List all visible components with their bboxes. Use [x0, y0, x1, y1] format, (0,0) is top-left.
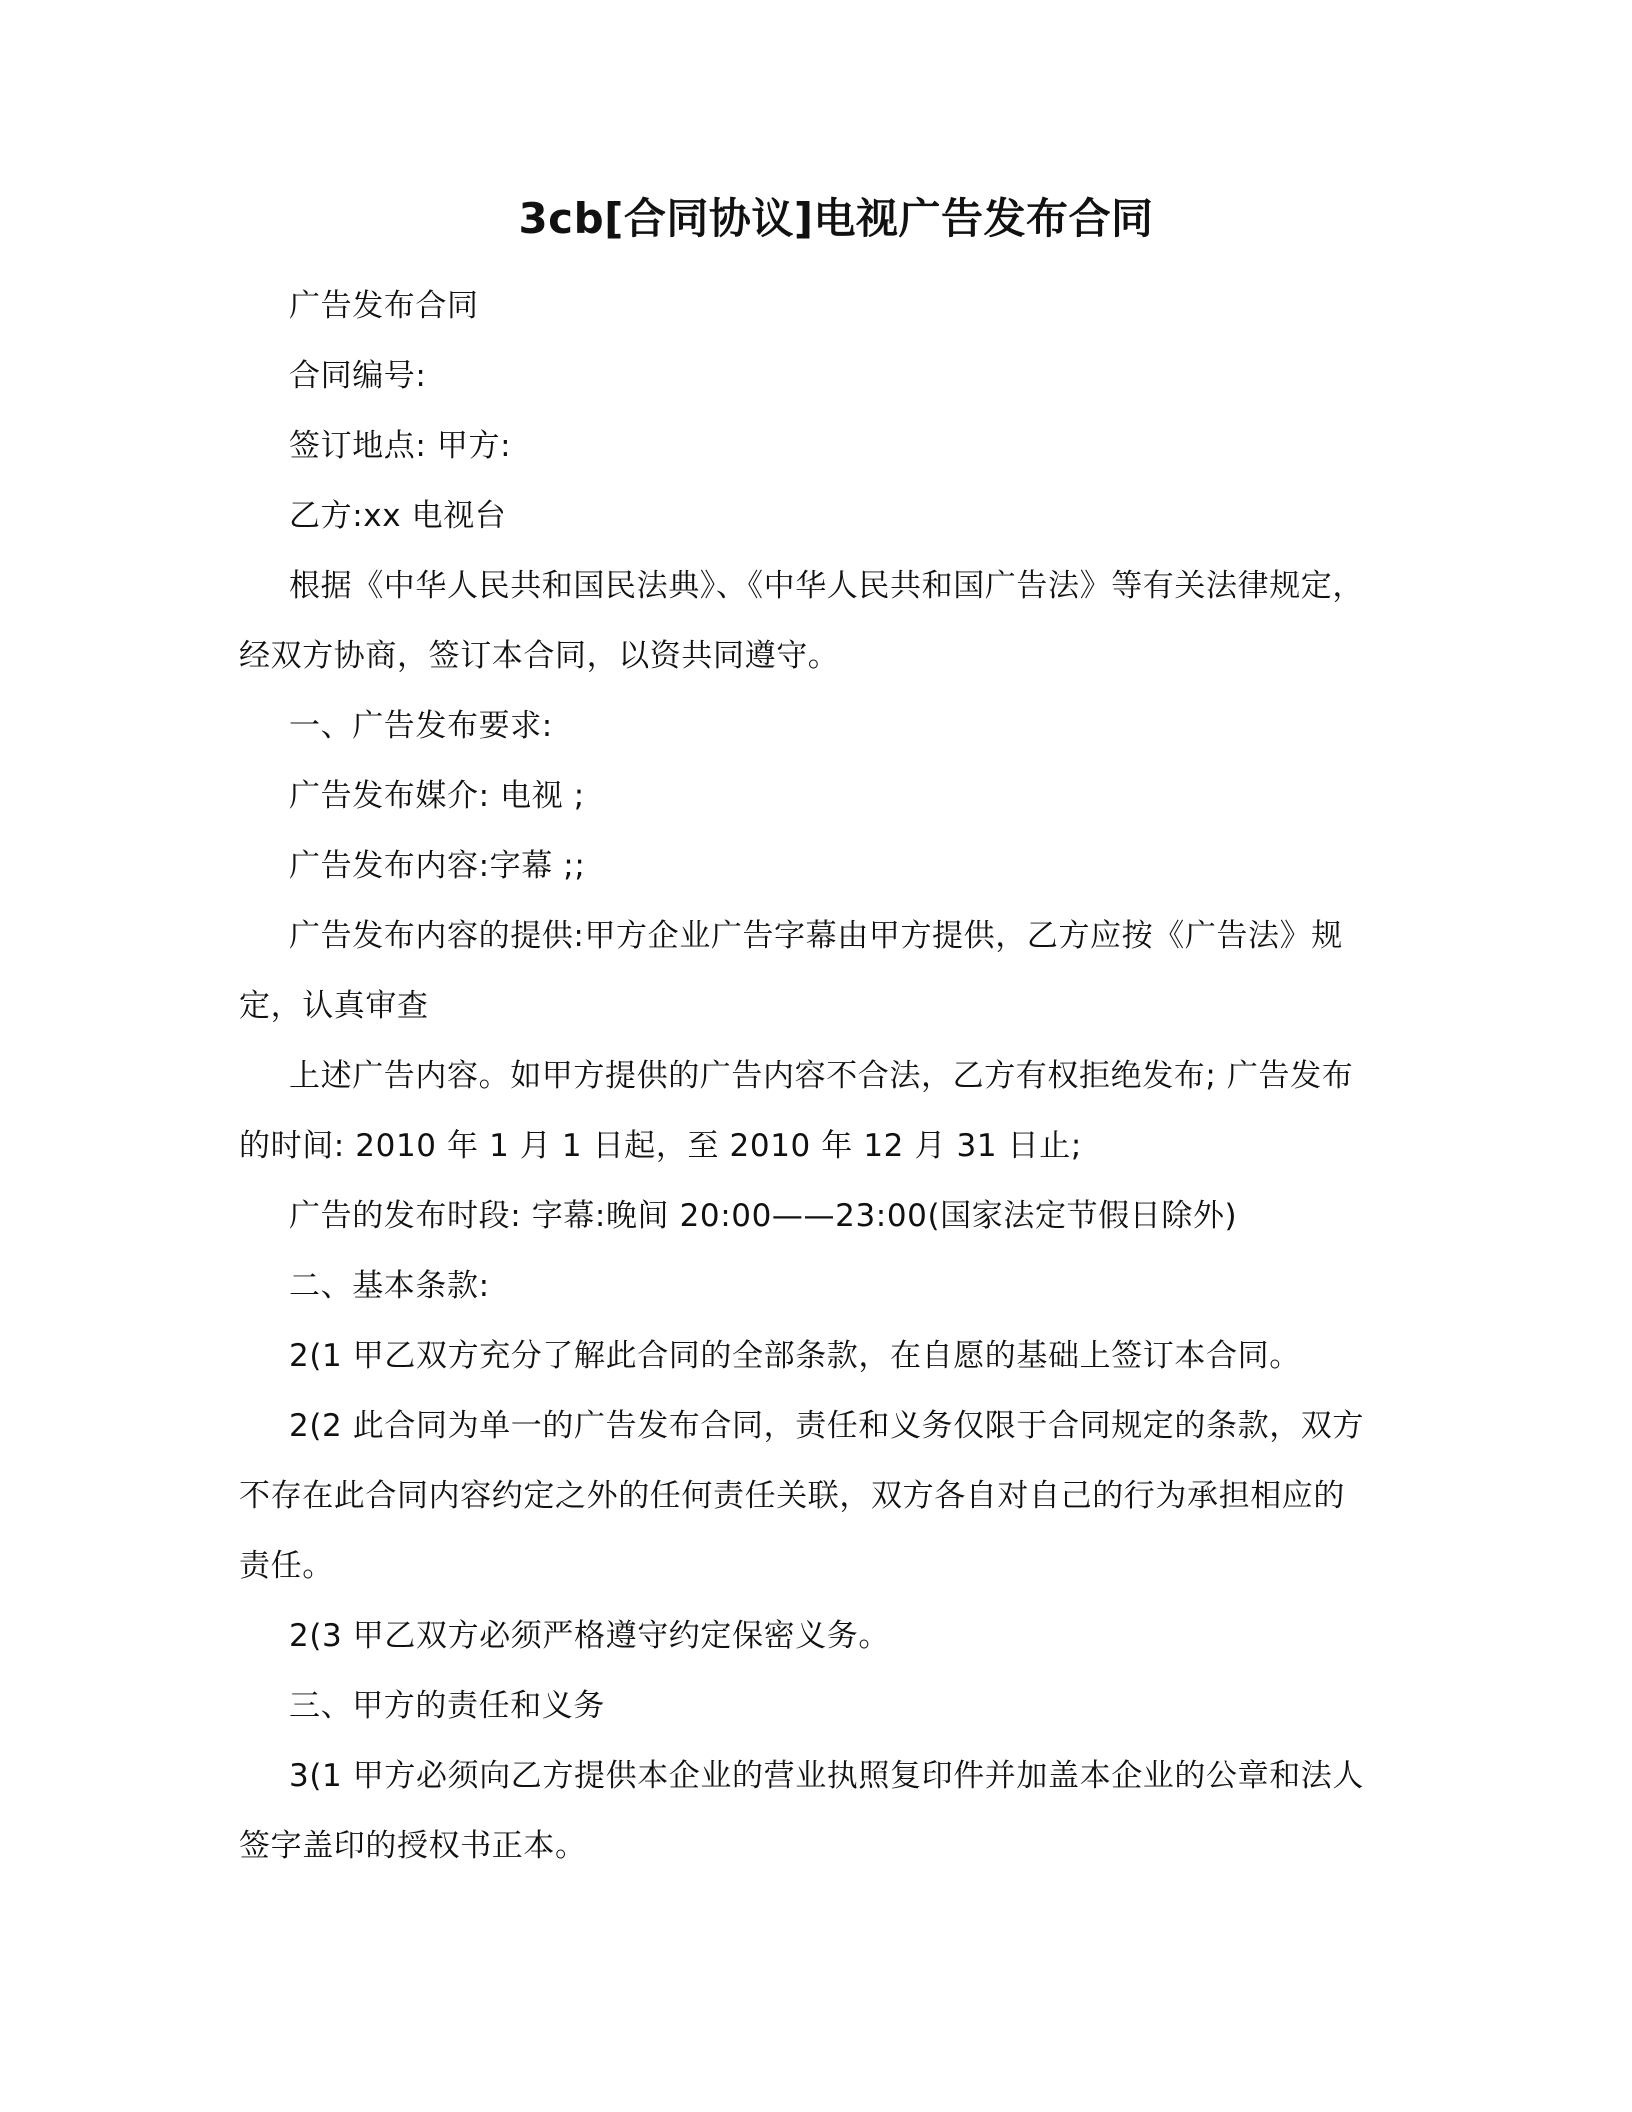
clause-3-1: 3(1 甲方必须向乙方提供本企业的营业执照复印件并加盖本企业的公章和法人签字盖印的授权书正本。 — [239, 1758, 1364, 1864]
section-heading-2: 二、基本条款: — [289, 1268, 490, 1304]
paragraph-heading-contract: 广告发布合同 — [289, 288, 479, 324]
paragraph-ad-media: 广告发布媒介: 电视 ; — [289, 778, 585, 814]
paragraph-legal-basis: 根据《中华人民共和国民法典》、《中华人民共和国广告法》等有关法律规定，经双方协商，签订本合同，以资共同遵守。 — [239, 568, 1364, 674]
document-title: 3cb[合同协议]电视广告发布合同 — [518, 194, 1154, 243]
clause-2-2: 2(2 此合同为单一的广告发布合同，责任和义务仅限于合同规定的条款，双方不存在此合同内容约定之外的任何责任关联，双方各自对自己的行为承担相应的责任。 — [239, 1408, 1364, 1584]
document-body — [239, 271, 1374, 1881]
section-heading-3: 三、甲方的责任和义务 — [289, 1688, 605, 1724]
paragraph-ad-timeslot: 广告的发布时段: 字幕:晚间 20:00——23:00(国家法定节假日除外) — [289, 1198, 1238, 1234]
clause-2-3: 2(3 甲乙双方必须严格遵守约定保密义务。 — [289, 1618, 890, 1654]
paragraph-signing-place: 签订地点: 甲方: — [289, 428, 512, 464]
section-heading-1: 一、广告发布要求: — [289, 708, 553, 744]
paragraph-ad-provision: 广告发布内容的提供:甲方企业广告字幕由甲方提供，乙方应按《广告法》规定，认真审查 — [239, 918, 1343, 1024]
clause-2-1: 2(1 甲乙双方充分了解此合同的全部条款，在自愿的基础上签订本合同。 — [289, 1338, 1301, 1374]
paragraph-party-b: 乙方:xx 电视台 — [289, 498, 507, 534]
paragraph-ad-content: 广告发布内容:字幕 ;; — [289, 848, 586, 884]
paragraph-contract-number: 合同编号: — [289, 358, 427, 394]
paragraph-ad-review: 上述广告内容。如甲方提供的广告内容不合法，乙方有权拒绝发布; 广告发布的时间: 2010 年 1 月 1 日起，至 2010 年 12 月 31 日止; — [239, 1058, 1354, 1164]
